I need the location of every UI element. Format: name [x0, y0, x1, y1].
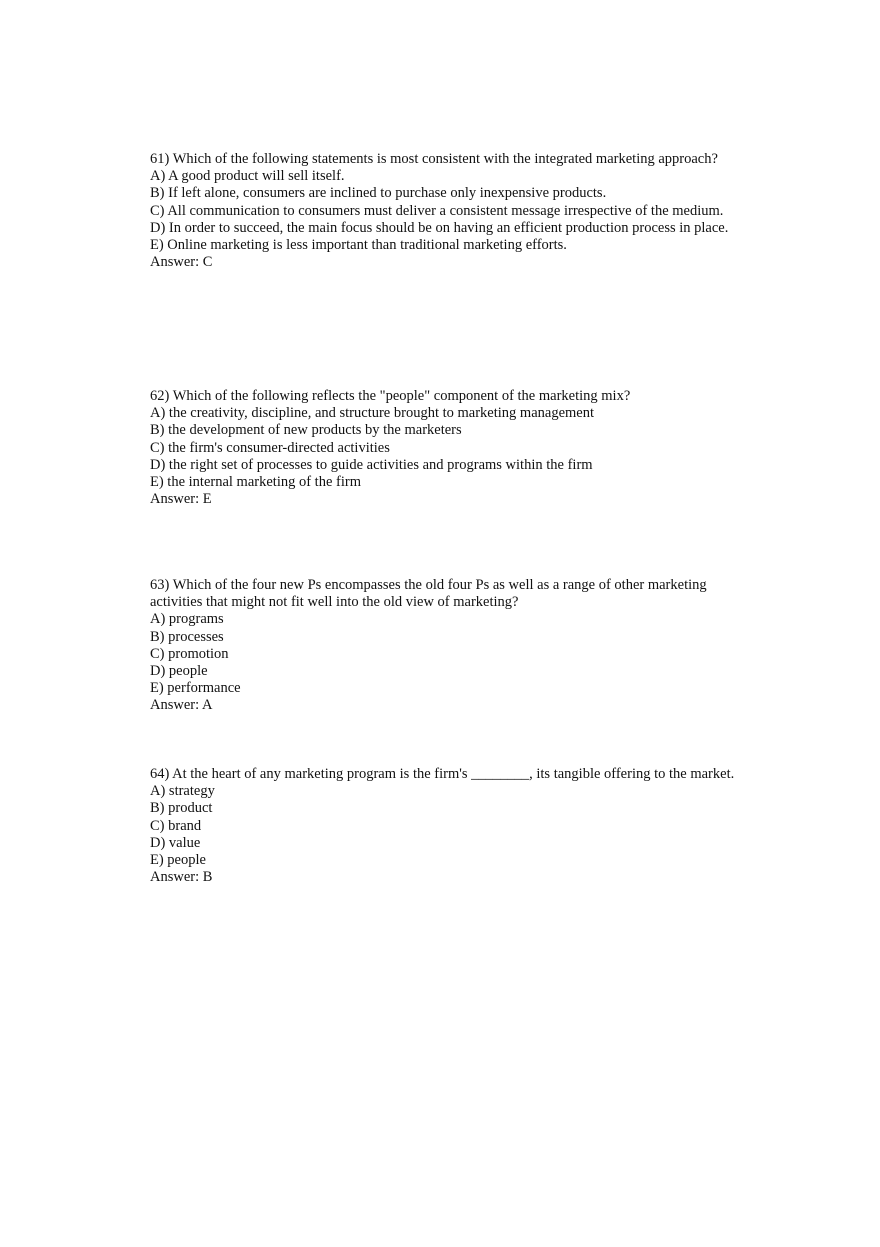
- option-e: E) people: [150, 852, 206, 869]
- question-stem: 64) At the heart of any marketing program is the firm's ________, its tangible offering to the market.: [150, 766, 735, 782]
- question-stem: 63) Which of the four new Ps encompasses the old four Ps as well as a range of other marketing activities that might not fit well into the old view of marketing?: [150, 577, 707, 611]
- option-a: A) the creativity, discipline, and structure brought to marketing management: [150, 405, 594, 422]
- option-b: B) processes: [150, 628, 224, 645]
- answer: Answer: C: [150, 254, 213, 271]
- option-d: D) In order to succeed, the main focus should be on having an efficient production process in place.: [150, 219, 729, 236]
- question-stem: 62) Which of the following reflects the "people" component of the marketing mix?: [150, 388, 631, 404]
- option-c: C) the firm's consumer-directed activities: [150, 439, 390, 456]
- option-d: D) the right set of processes to guide activities and programs within the firm: [150, 456, 593, 473]
- answer: Answer: B: [150, 869, 213, 886]
- option-e: E) Online marketing is less important than traditional marketing efforts.: [150, 237, 567, 254]
- option-c: C) brand: [150, 817, 202, 834]
- option-e: E) the internal marketing of the firm: [150, 474, 361, 491]
- option-b: B) If left alone, consumers are inclined to purchase only inexpensive products.: [150, 185, 607, 202]
- answer: Answer: A: [150, 697, 213, 714]
- option-b: B) the development of new products by the marketers: [150, 422, 462, 439]
- option-c: C) All communication to consumers must deliver a consistent message irrespective of the medium.: [150, 202, 724, 219]
- option-a: A) A good product will sell itself.: [150, 168, 345, 185]
- question-62: [150, 388, 740, 508]
- option-d: D) people: [150, 663, 208, 680]
- option-d: D) value: [150, 834, 201, 851]
- option-b: B) product: [150, 800, 213, 817]
- question-stem: 61) Which of the following statements is most consistent with the integrated marketing approach?: [150, 151, 718, 167]
- question-61: [150, 151, 740, 271]
- option-a: A) strategy: [150, 783, 215, 800]
- option-e: E) performance: [150, 680, 241, 697]
- question-63: [150, 577, 740, 715]
- option-c: C) promotion: [150, 645, 229, 662]
- answer: Answer: E: [150, 491, 212, 508]
- question-64: [150, 766, 740, 886]
- option-a: A) programs: [150, 611, 224, 628]
